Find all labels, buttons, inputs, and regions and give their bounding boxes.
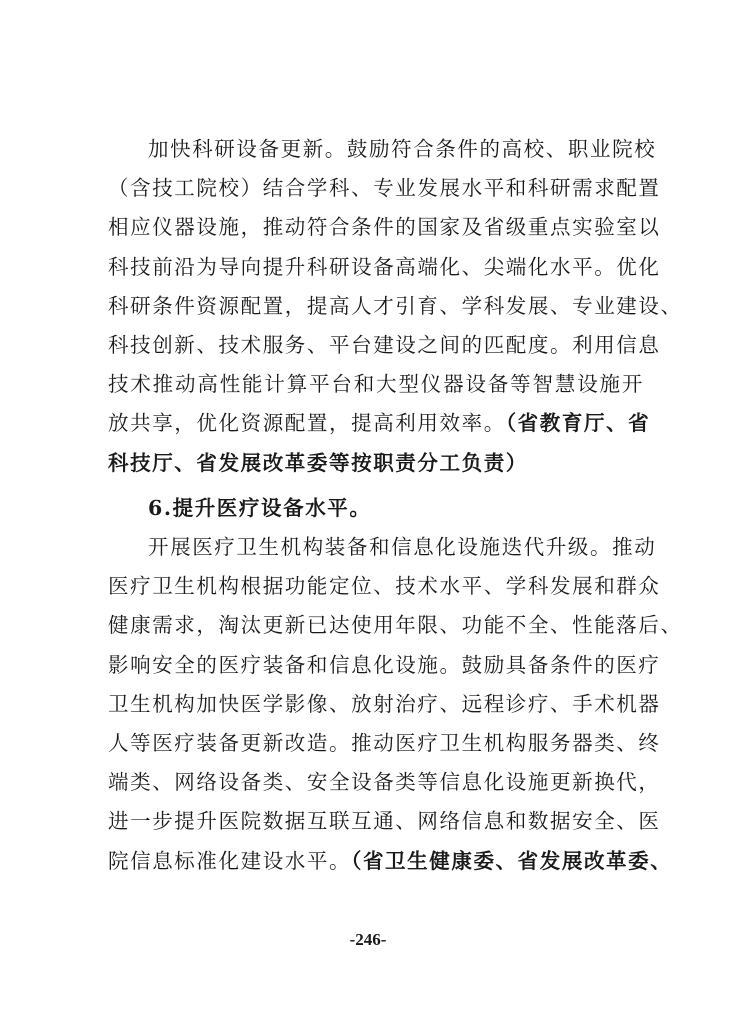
paragraph-line-text: 院信息标准化建设水平。 (108, 848, 352, 873)
paragraph-line-mixed (108, 404, 651, 443)
paragraph-line: 科技前沿为导向提升科研设备高端化、尖端化水平。优化 (108, 254, 661, 279)
paragraph-line: （含技工院校）结合学科、专业发展水平和科研需求配置 (108, 176, 661, 201)
paragraph-line: 科技创新、技术服务、平台建设之间的匹配度。利用信息 (108, 332, 661, 357)
section-heading-block (108, 489, 644, 528)
paragraph-line: 加快科研设备更新。鼓励符合条件的高校、职业院校 (148, 137, 657, 161)
paragraph-line: 相应仪器设施，推动符合条件的国家及省级重点实验室以 (108, 215, 661, 240)
responsibility-note: （省教育厅、省 (505, 411, 651, 436)
paragraph-line: 影响安全的医疗装备和信息化设施。鼓励具备条件的医疗 (108, 652, 661, 677)
paragraph-line: 进一步提升医院数据互联互通、网络信息和数据安全、医 (108, 809, 661, 834)
paragraph-line: 人等医疗装备更新改造。推动医疗卫生机构服务器类、终 (108, 730, 661, 755)
paragraph-line-mixed (108, 842, 673, 881)
responsibility-note: （省卫生健康委、省发展改革委、 (351, 848, 673, 873)
paragraph-medical-equipment (108, 528, 683, 881)
paragraph-line: 医疗卫生机构根据功能定位、技术水平、学科发展和群众 (108, 574, 661, 599)
paragraph-line: 科研条件资源配置，提高人才引育、学科发展、专业建设、 (108, 293, 683, 318)
paragraph-line: 技术推动高性能计算平台和大型仪器设备等智慧设施开 (108, 372, 644, 397)
paragraph-line: 健康需求，淘汰更新已达使用年限、功能不全、性能落后、 (108, 613, 683, 638)
paragraph-line-text: 放共享，优化资源配置，提高利用效率。 (108, 411, 506, 436)
paragraph-line: 开展医疗卫生机构装备和信息化设施迭代升级。推动 (148, 535, 657, 559)
responsibility-note: 科技厅、省发展改革委等按职责分工负责） (108, 450, 528, 475)
paragraph-line: 端类、网络设备类、安全设备类等信息化设施更新换代， (108, 770, 661, 795)
section-heading: 6.提升医疗设备水平。 (148, 496, 372, 520)
paragraph-research-equipment (108, 130, 683, 483)
page-number: -246- (349, 930, 387, 949)
paragraph-line: 卫生机构加快医学影像、放射治疗、远程诊疗、手术机器 (108, 691, 661, 716)
